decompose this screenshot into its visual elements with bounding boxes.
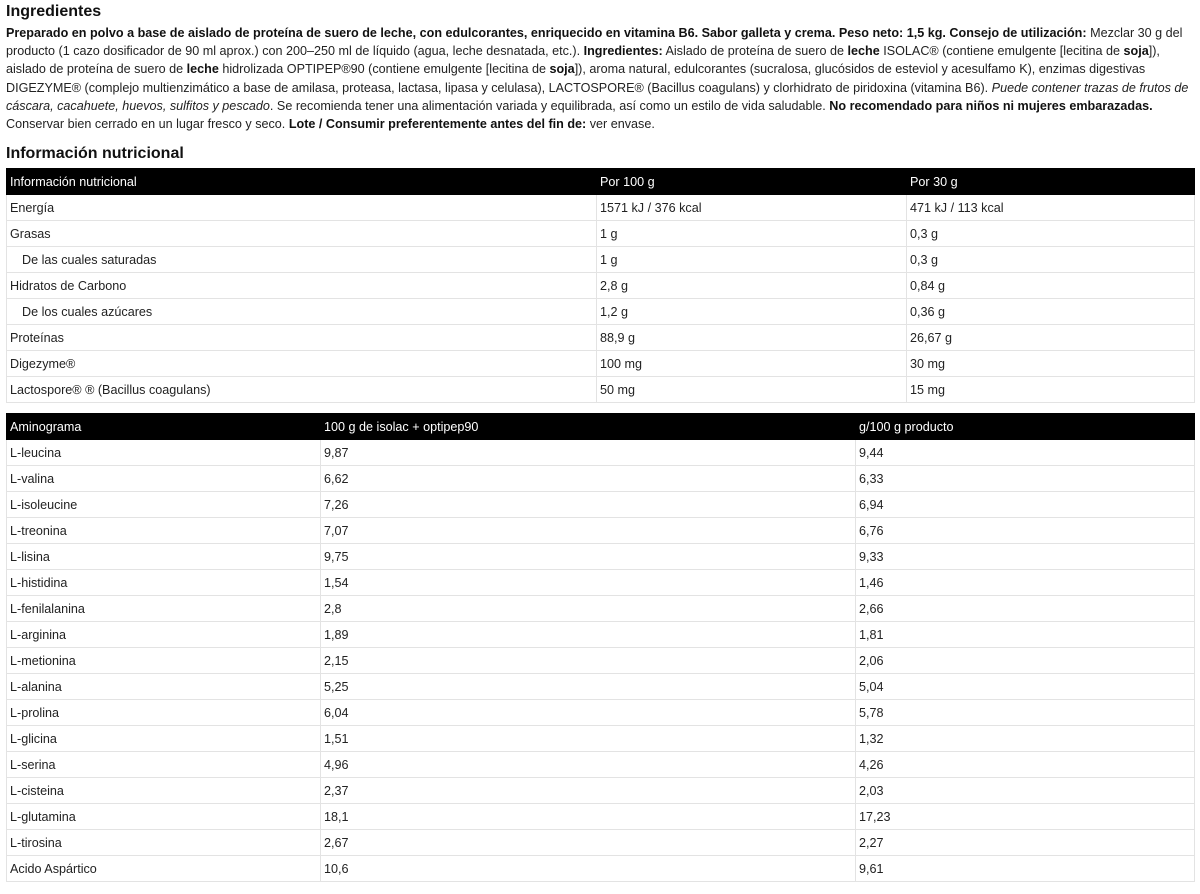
value-isolac: 9,87 (321, 440, 856, 466)
ingredients-heading: Ingredientes (6, 3, 102, 20)
column-header: g/100 g producto (856, 414, 1195, 440)
value-isolac: 9,75 (321, 544, 856, 570)
value-per-30g: 30 mg (907, 351, 1195, 377)
ingredient-text: . Se recomienda tener una alimentación variada y equilibrada, así como un estilo de vida saludable. (269, 98, 830, 113)
value-per-30g: 0,3 g (907, 221, 1195, 247)
column-header: Información nutricional (7, 169, 597, 195)
amino-acid-label: L-histidina (7, 570, 321, 596)
value-product: 2,66 (856, 596, 1195, 622)
product-description: Preparado en polvo a base de aislado de proteína de suero de leche, con edulcorantes, enriquecido en vitamina B6. Sabor galleta y crema. Peso neto: 1,5 kg. Consejo de utilización: (6, 26, 1087, 40)
amino-acid-label: L-prolina (7, 700, 321, 726)
table-row (7, 544, 1195, 570)
value-isolac: 6,62 (321, 466, 856, 492)
nutrient-label: Grasas (7, 221, 597, 247)
value-isolac: 1,89 (321, 622, 856, 648)
ingredients-text (6, 24, 1196, 133)
value-product: 6,94 (856, 492, 1195, 518)
pregnancy-warning: No recomendado para niños ni mujeres embarazadas. (829, 98, 1153, 113)
table-row (7, 325, 1195, 351)
value-isolac: 18,1 (321, 804, 856, 830)
value-per-100g: 1 g (597, 221, 907, 247)
table-row (7, 273, 1195, 299)
value-isolac: 10,6 (321, 856, 856, 882)
amino-acid-label: Acido Aspártico (7, 856, 321, 882)
value-product: 9,61 (856, 856, 1195, 882)
table-row (7, 195, 1195, 221)
value-per-30g: 0,36 g (907, 299, 1195, 325)
table-row (7, 804, 1195, 830)
value-per-30g: 26,67 g (907, 325, 1195, 351)
table-header-row (7, 169, 1195, 195)
table-row (7, 377, 1195, 403)
table-row (7, 596, 1195, 622)
amino-acid-label: L-arginina (7, 622, 321, 648)
value-isolac: 5,25 (321, 674, 856, 700)
value-per-100g: 2,8 g (597, 273, 907, 299)
value-isolac: 6,04 (321, 700, 856, 726)
value-isolac: 7,26 (321, 492, 856, 518)
table-row (7, 674, 1195, 700)
table-row (7, 570, 1195, 596)
value-per-100g: 50 mg (597, 377, 907, 403)
value-product: 5,78 (856, 700, 1195, 726)
nutrient-label: Lactospore® ® (Bacillus coagulans) (7, 377, 597, 403)
amino-acid-label: L-valina (7, 466, 321, 492)
ingredient-text: hidrolizada OPTIPEP®90 (contiene emulgente [lecitina de (218, 62, 550, 77)
amino-acid-label: L-fenilalanina (7, 596, 321, 622)
value-product: 9,44 (856, 440, 1195, 466)
table-row (7, 466, 1195, 492)
amino-acid-label: L-cisteina (7, 778, 321, 804)
column-header: Por 30 g (907, 169, 1195, 195)
nutrient-label: De los cuales azúcares (7, 299, 597, 325)
value-product: 1,32 (856, 726, 1195, 752)
table-row (7, 299, 1195, 325)
aminogram-table (6, 413, 1195, 882)
table-row (7, 726, 1195, 752)
value-isolac: 1,54 (321, 570, 856, 596)
table-row (7, 648, 1195, 674)
allergen-soy: soja (1123, 44, 1149, 59)
value-product: 6,76 (856, 518, 1195, 544)
value-product: 1,46 (856, 570, 1195, 596)
value-isolac: 4,96 (321, 752, 856, 778)
amino-acid-label: L-isoleucine (7, 492, 321, 518)
nutrient-label: Digezyme® (7, 351, 597, 377)
allergen-milk: leche (847, 44, 880, 59)
column-header: Aminograma (7, 414, 321, 440)
table-row (7, 351, 1195, 377)
amino-acid-label: L-serina (7, 752, 321, 778)
value-per-100g: 100 mg (597, 351, 907, 377)
table-row (7, 440, 1195, 466)
ingredient-text: ]), aroma natural, edulcorantes (sucralosa, glucósidos de esteviol y acesulfamo K), enzimas digestivas DIGEZYME® (complejo multienzimático a base de amilasa, proteasa, lactasa, lipasa y celulasa), LACTOSPORE® (Bacillus coagulans) y clorhidrato de piridoxina (vitamina B6). (6, 62, 1146, 95)
value-per-100g: 1,2 g (597, 299, 907, 325)
amino-acid-label: L-alanina (7, 674, 321, 700)
ingredients-label: Ingredientes: (583, 44, 663, 59)
amino-acid-label: L-treonina (7, 518, 321, 544)
value-isolac: 7,07 (321, 518, 856, 544)
product-info-panel (6, 2, 1194, 882)
amino-acid-label: L-metionina (7, 648, 321, 674)
amino-acid-label: L-glicina (7, 726, 321, 752)
value-per-30g: 0,84 g (907, 273, 1195, 299)
nutrient-label: De las cuales saturadas (7, 247, 597, 273)
value-isolac: 2,37 (321, 778, 856, 804)
table-row (7, 247, 1195, 273)
table-row (7, 752, 1195, 778)
amino-acid-label: L-tirosina (7, 830, 321, 856)
value-per-100g: 1571 kJ / 376 kcal (597, 195, 907, 221)
amino-acid-label: L-glutamina (7, 804, 321, 830)
value-per-30g: 0,3 g (907, 247, 1195, 273)
value-isolac: 2,8 (321, 596, 856, 622)
value-product: 9,33 (856, 544, 1195, 570)
column-header: Por 100 g (597, 169, 907, 195)
value-product: 1,81 (856, 622, 1195, 648)
ingredient-text: ]), aislado de proteína de suero de (6, 44, 1160, 77)
table-header-row (7, 414, 1195, 440)
nutrient-label: Energía (7, 195, 597, 221)
table-row (7, 856, 1195, 882)
value-isolac: 1,51 (321, 726, 856, 752)
value-product: 4,26 (856, 752, 1195, 778)
column-header: 100 g de isolac + optipep90 (321, 414, 856, 440)
value-product: 17,23 (856, 804, 1195, 830)
value-product: 6,33 (856, 466, 1195, 492)
amino-acid-label: L-lisina (7, 544, 321, 570)
value-per-30g: 15 mg (907, 377, 1195, 403)
value-per-100g: 88,9 g (597, 325, 907, 351)
value-product: 2,03 (856, 778, 1195, 804)
nutrition-heading: Información nutricional (6, 145, 184, 163)
lot-label: Lote / Consumir preferentemente antes del fin de: (288, 117, 587, 132)
allergen-soy: soja (549, 62, 575, 77)
table-row (7, 830, 1195, 856)
usage-text: Mezclar 30 g del producto (1 cazo dosificador de 90 ml aprox.) con 200–250 ml de líquido (agua, leche desnatada, etc.). (6, 26, 1183, 59)
nutrient-label: Hidratos de Carbono (7, 273, 597, 299)
value-product: 2,27 (856, 830, 1195, 856)
table-row (7, 221, 1195, 247)
nutrient-label: Proteínas (7, 325, 597, 351)
amino-acid-label: L-leucina (7, 440, 321, 466)
allergen-milk: leche (186, 62, 219, 77)
lot-value: ver envase. (586, 117, 655, 132)
table-row (7, 622, 1195, 648)
table-row (7, 492, 1195, 518)
ingredient-text: Aislado de proteína de suero de (662, 44, 848, 59)
table-row (7, 778, 1195, 804)
value-product: 5,04 (856, 674, 1195, 700)
storage-text: Conservar bien cerrado en un lugar fresco y seco. (6, 117, 289, 132)
table-row (7, 700, 1195, 726)
value-isolac: 2,67 (321, 830, 856, 856)
ingredient-text: ISOLAC® (contiene emulgente [lecitina de (879, 44, 1124, 59)
table-row (7, 518, 1195, 544)
nutrition-table (6, 168, 1195, 403)
value-per-30g: 471 kJ / 113 kcal (907, 195, 1195, 221)
traces-warning: Puede contener trazas de frutos de cáscara, cacahuete, huevos, sulfitos y pescado (6, 80, 1189, 113)
value-per-100g: 1 g (597, 247, 907, 273)
value-product: 2,06 (856, 648, 1195, 674)
value-isolac: 2,15 (321, 648, 856, 674)
